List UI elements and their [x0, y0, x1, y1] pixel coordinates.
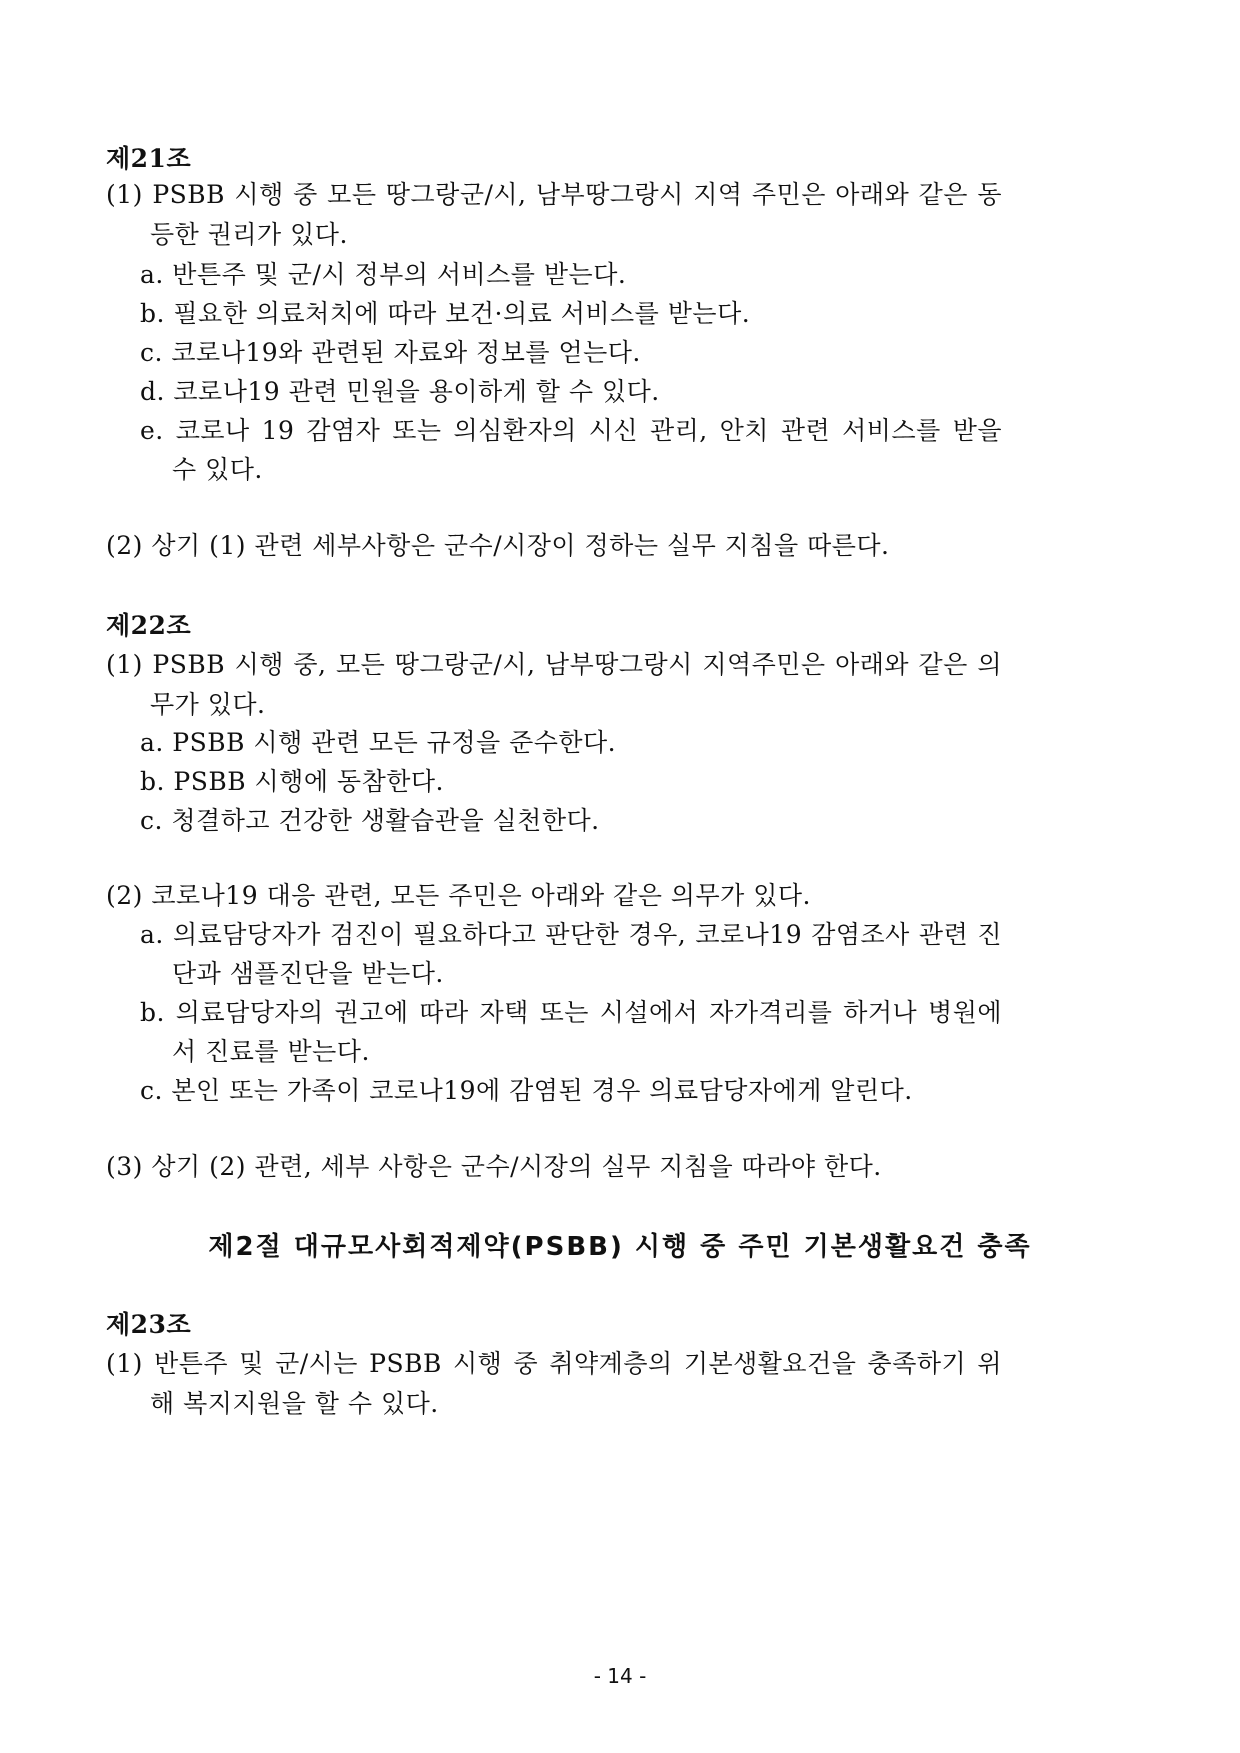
article-22-p2-item-c: c. 본인 또는 가족이 코로나19에 감염된 경우 의료담당자에게 알린다.	[140, 1076, 913, 1105]
article-21-paragraph-1-line-1: (1) PSBB 시행 중 모든 땅그랑군/시, 남부땅그랑시 지역 주민은 아래와 같은 동	[106, 180, 1002, 209]
article-21-heading: 제21조	[106, 144, 192, 173]
article-21-item-e-line-2: 수 있다.	[172, 455, 263, 484]
article-22-heading: 제22조	[106, 611, 192, 640]
article-21-item-b: b. 필요한 의료처치에 따라 보건·의료 서비스를 받는다.	[140, 299, 751, 328]
article-22-paragraph-1-line-1: (1) PSBB 시행 중, 모든 땅그랑군/시, 남부땅그랑시 지역주민은 아래와 같은 의	[106, 650, 1002, 679]
article-22-paragraph-3: (3) 상기 (2) 관련, 세부 사항은 군수/시장의 실무 지침을 따라야 한다.	[106, 1152, 882, 1181]
article-21-paragraph-2: (2) 상기 (1) 관련 세부사항은 군수/시장이 정하는 실무 지침을 따른다.	[106, 531, 890, 560]
article-22-p2-item-a-line-1: a. 의료담당자가 검진이 필요하다고 판단한 경우, 코로나19 감염조사 관련 진	[140, 920, 1002, 949]
article-22-p1-item-c: c. 청결하고 건강한 생활습관을 실천한다.	[140, 806, 600, 835]
article-21-item-c: c. 코로나19와 관련된 자료와 정보를 얻는다.	[140, 338, 641, 367]
article-22-p2-item-b-line-2: 서 진료를 받는다.	[172, 1037, 370, 1066]
article-23-paragraph-1-line-2: 해 복지지원을 할 수 있다.	[150, 1389, 439, 1418]
article-22-paragraph-2: (2) 코로나19 대응 관련, 모든 주민은 아래와 같은 의무가 있다.	[106, 881, 811, 910]
article-21-item-d: d. 코로나19 관련 민원을 용이하게 할 수 있다.	[140, 377, 660, 406]
article-21-item-a: a. 반튼주 및 군/시 정부의 서비스를 받는다.	[140, 260, 627, 289]
article-22-p2-item-b-line-1: b. 의료담당자의 권고에 따라 자택 또는 시설에서 자가격리를 하거나 병원에	[140, 998, 1002, 1027]
article-22-paragraph-1-line-2: 무가 있다.	[150, 690, 266, 719]
article-22-p1-item-a: a. PSBB 시행 관련 모든 규정을 준수한다.	[140, 728, 617, 757]
article-23-heading: 제23조	[106, 1310, 192, 1339]
page-number: - 14 -	[593, 1664, 647, 1688]
article-22-p2-item-a-line-2: 단과 샘플진단을 받는다.	[172, 959, 444, 988]
article-21-item-e-line-1: e. 코로나 19 감염자 또는 의심환자의 시신 관리, 안치 관련 서비스를 받을	[140, 416, 1002, 445]
article-22-p1-item-b: b. PSBB 시행에 동참한다.	[140, 767, 444, 796]
article-23-paragraph-1-line-1: (1) 반튼주 및 군/시는 PSBB 시행 중 취약계층의 기본생활요건을 충족하기 위	[106, 1349, 1002, 1378]
article-21-paragraph-1-line-2: 등한 권리가 있다.	[150, 220, 348, 249]
section-title: 제2절 대규모사회적제약(PSBB) 시행 중 주민 기본생활요건 충족	[208, 1232, 1032, 1262]
